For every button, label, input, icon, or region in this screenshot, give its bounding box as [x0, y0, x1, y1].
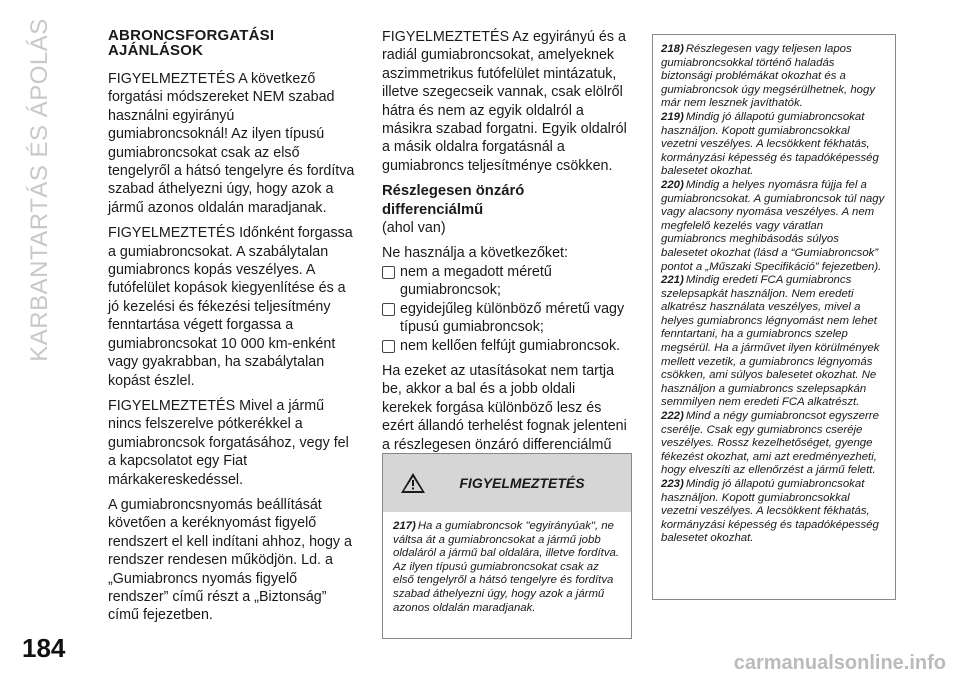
note-text: Mindig jó állapotú gumiabroncsokat használjon. Kopott gumiabroncsokkal vezetni veszélyes. A lecsökkent fékhatás, kormányzási képesség és tapadóképesség balesetet okozhat. [661, 110, 879, 178]
note [661, 179, 887, 274]
paragraph: FIGYELMEZTETÉS Mivel a jármű nincs felszerelve pótkerékkel a gumiabroncsok forgatásához, vegy fel a kapcsolatot egy Fiat márkakereskedéssel. [108, 397, 349, 488]
checkbox-bullet-icon [382, 303, 395, 316]
note [661, 43, 887, 111]
list-item [382, 300, 628, 337]
warning-header [383, 454, 631, 512]
notes-box [652, 34, 896, 600]
warning-triangle-icon [383, 471, 443, 495]
watermark: carmanualsonline.info [733, 652, 946, 674]
checkbox-bullet-icon [382, 340, 395, 353]
note [661, 478, 887, 546]
paragraph: FIGYELMEZTETÉS A következő forgatási módszereket NEM szabad használni egyirányú gumiabroncsoknál! Az ilyen típusú gumiabroncsokat csak az első tengelyről a hátsó tengelyre és fordítva szabad áthelyezni úgy, hogy azok a jármű azonos oldalán maradjanak. [108, 71, 355, 216]
list-item [382, 337, 628, 355]
warning-text [383, 512, 631, 615]
checkbox-bullet-icon [382, 266, 395, 279]
section-heading: ABRONCSFORGATÁSI AJÁNLÁSOK [108, 27, 275, 59]
paragraph: FIGYELMEZTETÉS Az egyirányú és a radiál gumiabroncsokat, amelyeknek aszimmetrikus futófelület mintázatuk, illetve szegecseik vannak, csak elölről hátra és nem az egyik oldalról a másikra szabad forgatni. Egyik oldalról a másik oldalra forgatásnál a gumiabroncs teljesítménye csökken. [382, 29, 627, 174]
note-text: Mindig eredeti FCA gumiabroncs szelepsapkát használjon. Nem eredeti alkatrész használata veszélyes, mivel a helyes gumiabroncs légnyomást nem lehet fenntartani, ha a gumiabroncs szelep megsérül. Ha a járművet ilyen körülmények mellett vezetik, a gumiabroncs légnyomás csökken, ami súlyos balesetet okozhat. Ne használjon a gumiabroncs szelepsapkán semmilyen nem eredeti FCA alkatrészt. [661, 274, 880, 409]
paragraph: FIGYELMEZTETÉS Időnként forgassa a gumiabroncsokat. A szabálytalan gumiabroncs kopás veszélyes. A futófelület kopások kiegyenlítése és a jó kezelési és fékezési teljesítmény fenntartása végett forgassa a gumiabroncsokat 10 000 km-enként vagy gyakrabban, ha szabálytalan kopást észlel. [108, 225, 353, 389]
note-number: 222) [661, 410, 684, 423]
note-text: Mind a négy gumiabroncsot egyszerre cserélje. Csak egy gumiabroncs cseréje veszélyes. Rossz kezelhetőséget, gyenge fékezést okozhat, ami azt eredményezheti, hogy elveszíti az ellenőrzést a jármű felett. [661, 410, 879, 477]
note-number: 221) [661, 274, 684, 287]
paragraph: A gumiabroncsnyomás beállítását követően a keréknyomást figyelő rendszert el kell indítani ahhoz, hogy a rendszer rendesen működjön. Ld. a „Gumiabroncs nyomás figyelő rendszer” című részt a „Biztonság” című fejezetben. [108, 496, 352, 624]
note-number: 223) [661, 478, 684, 490]
section-title-vertical [10, 10, 70, 370]
page-number: 184 [22, 633, 66, 663]
list-intro: Ne használja a következőket: [382, 245, 568, 262]
note [661, 274, 887, 410]
note-number: 220) [661, 178, 684, 191]
list-item-text: nem a megadott méretű gumiabroncsok; [400, 263, 552, 299]
list-item [382, 263, 628, 300]
column-right-notes [652, 34, 896, 600]
column-middle [382, 28, 628, 479]
section-title-text: KARBANTARTÁS ÉS ÁPOLÁS [26, 18, 53, 362]
list-item-text: egyidejűleg különböző méretű vagy típusú gumiabroncsok; [400, 300, 625, 336]
warning-title: FIGYELMEZTETÉS [459, 475, 585, 491]
note-text: Mindig a helyes nyomásra fújja fel a gumiabroncsokat. A gumiabroncsok túl nagy vagy alacsony nyomása veszélyes. A nem megfelelő kezelés vagy váratlan gumiabroncs meghibásodás súlyos balesetet okozhat (lásd a “Gumiabroncsok” pontot a „Műszaki Specifikáció” fejezetben). [661, 178, 885, 273]
warning-box [382, 453, 632, 639]
note-text: Ha a gumiabroncsok "egyirányúak", ne váltsa át a gumiabroncsokat a jármű jobb oldaláról a jármű bal oldalára, illetve fordítva. Az ilyen típusú gumiabroncsokat csak az első tengelyről a hátsó tengelyre és fordítva szabad áthelyezni úgy, hogy azok a jármű azonos oldalán maradjanak. [393, 520, 620, 614]
note-text: Mindig jó állapotú gumiabroncsokat használjon. Kopott gumiabroncsokkal vezetni veszélyes. A lecsökkent fékhatás, kormányzási képesség és tapadóképesség balesetet okozhat. [661, 478, 879, 545]
note [661, 410, 887, 478]
subsection-heading: Részlegesen önzáró differenciálmű [382, 183, 525, 218]
note-number: 219) [661, 110, 684, 123]
note-text: Részlegesen vagy teljesen lapos gumiabroncsokkal történő haladás biztonsági problémákat okozhat és a gumiabroncsok úgy megsérülhetnek, hogy már nem lesznek javíthatók. [661, 43, 876, 110]
note-number: 218) [661, 43, 684, 55]
list-item-text: nem kellően felfújt gumiabroncsok. [400, 337, 621, 354]
paragraph: Ha ezeket az utasításokat nem tartja be, akkor a bal és a jobb oldali kerekek forgása különböző lesz és ezért állandó terhelést fognak jelenteni a részlegesen önzáró differenciálmű [382, 362, 627, 453]
note-number: 217) [393, 520, 416, 532]
note [661, 111, 887, 179]
column-left [108, 28, 356, 632]
subsection-note: (ahol van) [382, 220, 446, 237]
